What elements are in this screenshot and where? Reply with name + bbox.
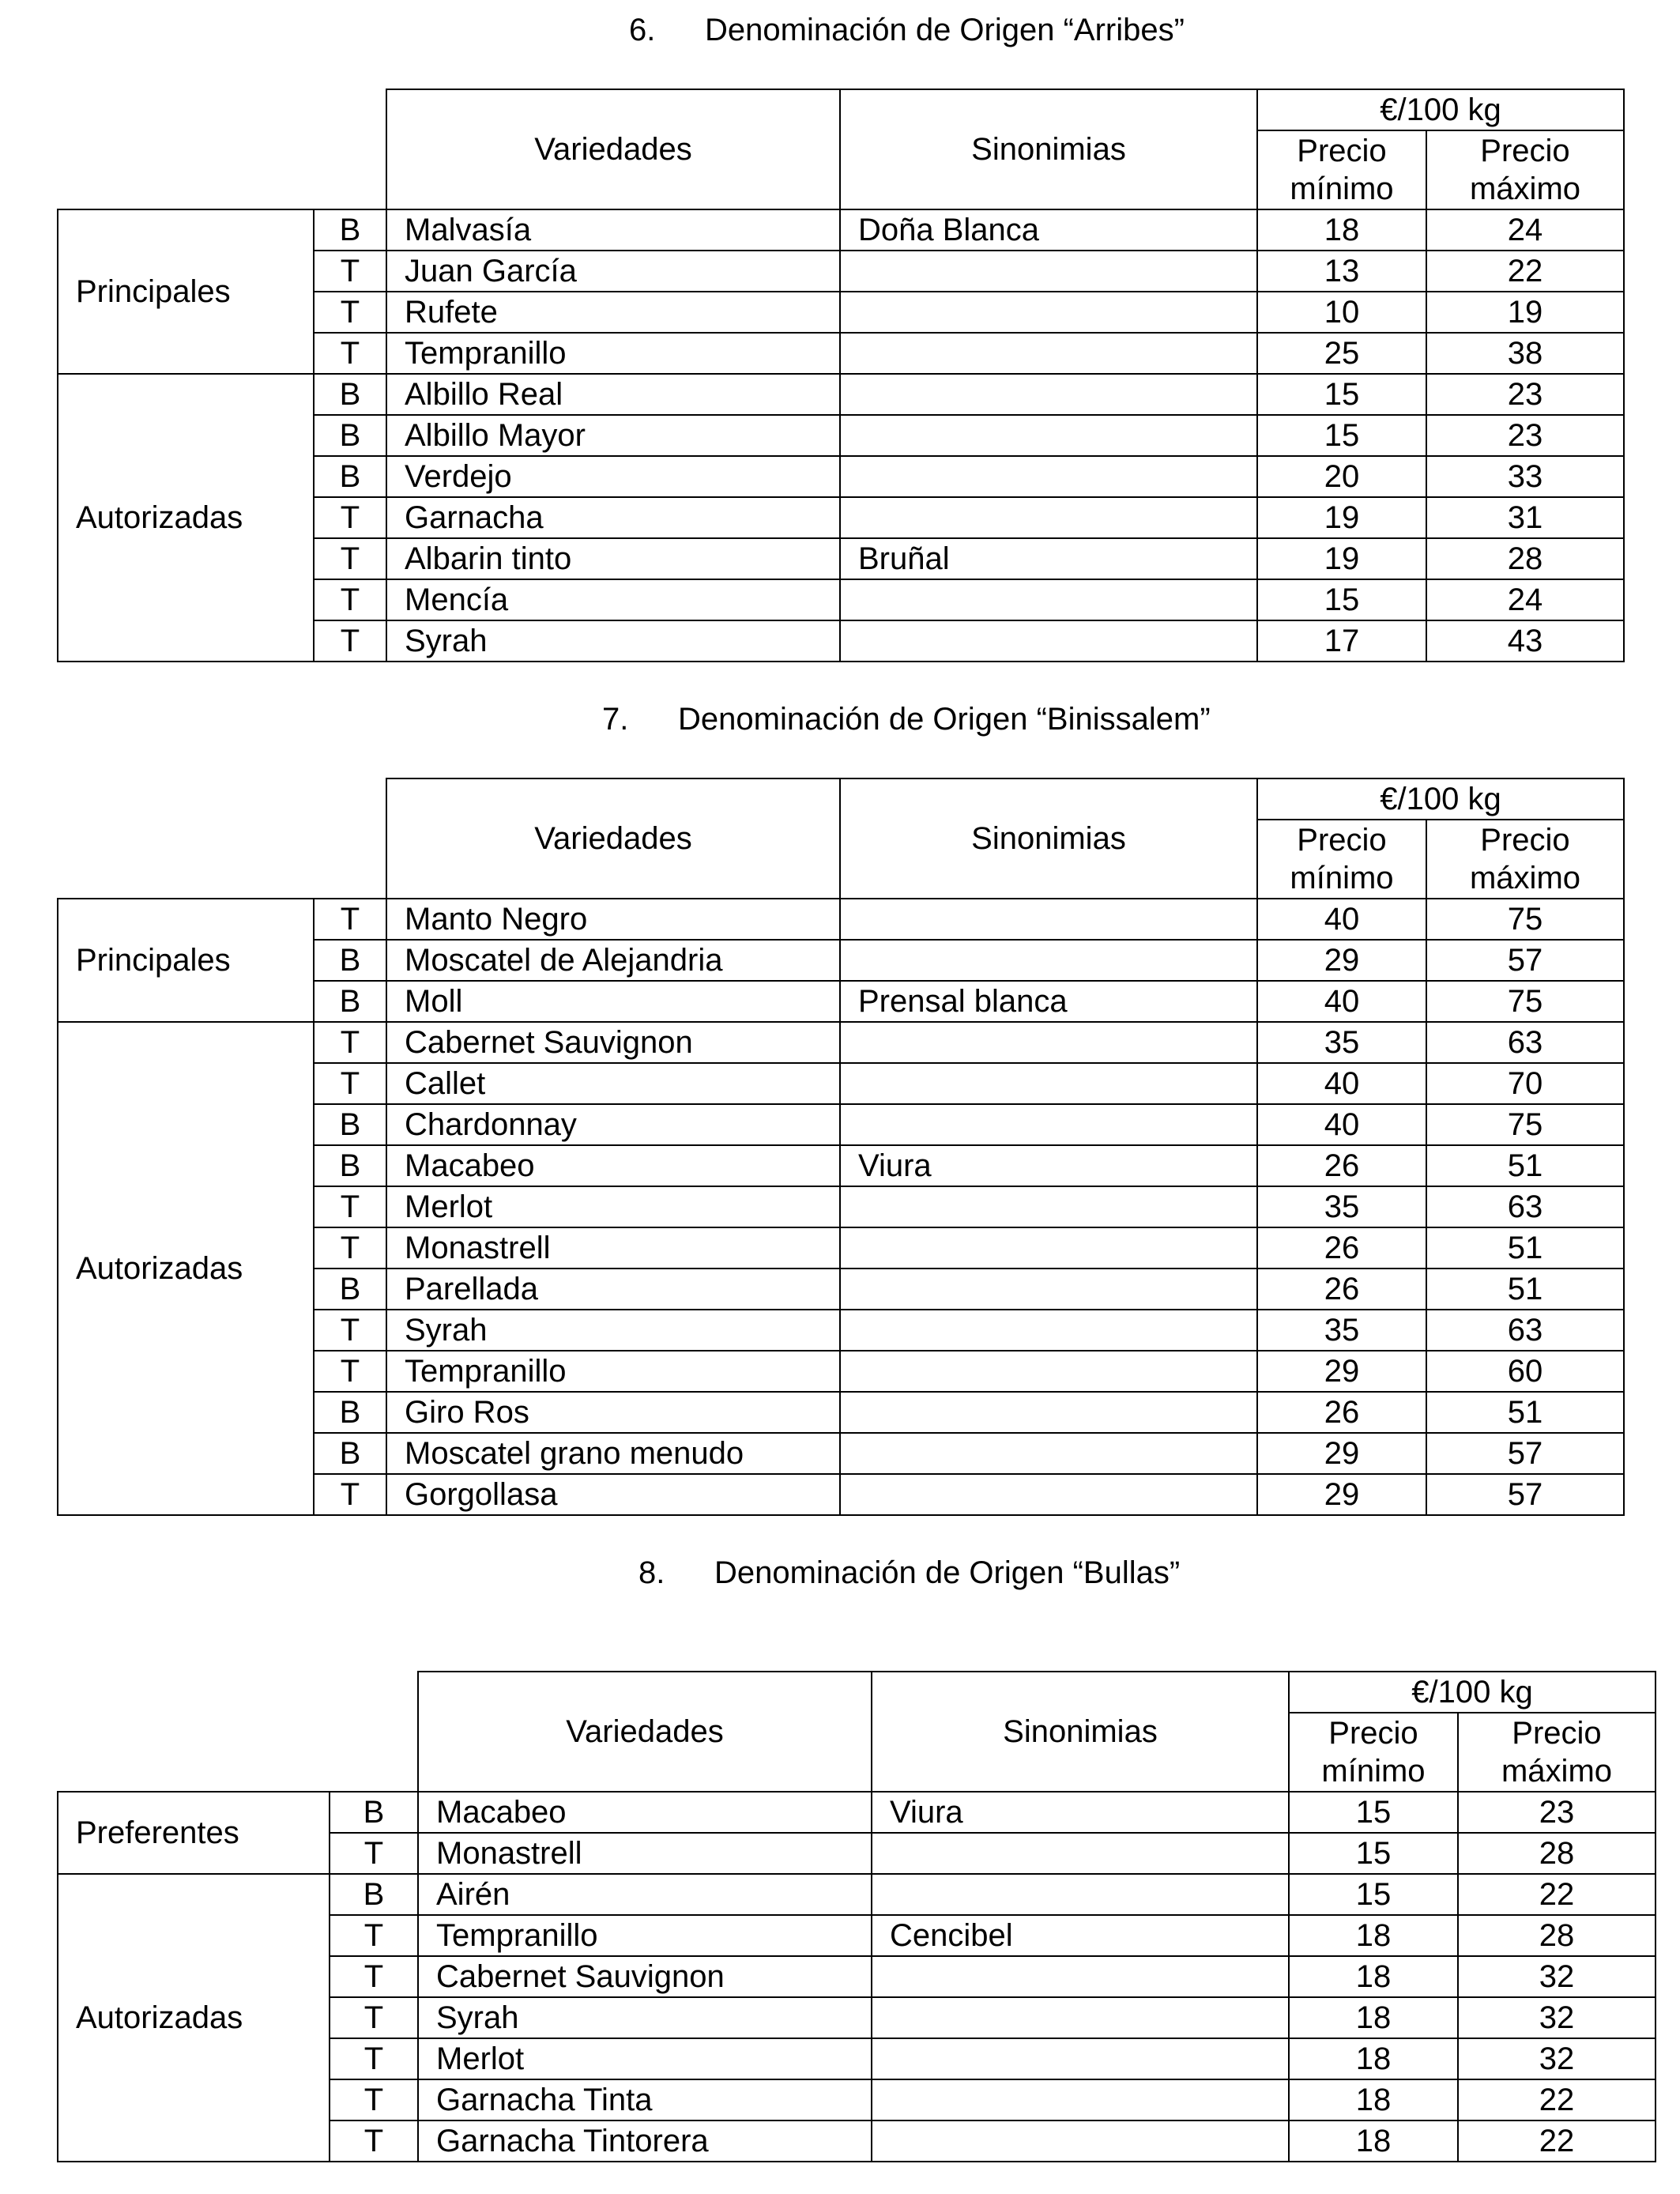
price-min: 20 xyxy=(1257,456,1426,497)
header-blank xyxy=(58,1672,418,1792)
group-label: Principales xyxy=(58,899,314,1022)
price-max: 23 xyxy=(1426,374,1624,415)
variety-name: Tempranillo xyxy=(386,333,840,374)
variety-name: Garnacha xyxy=(386,497,840,538)
color-code: T xyxy=(314,899,386,940)
price-max: 75 xyxy=(1426,1104,1624,1145)
synonym xyxy=(840,899,1257,940)
price-min: 13 xyxy=(1257,251,1426,292)
synonym xyxy=(840,1269,1257,1310)
header-row xyxy=(58,89,1624,130)
synonym xyxy=(840,1474,1257,1515)
price-max: 63 xyxy=(1426,1186,1624,1227)
variety-name: Moscatel de Alejandria xyxy=(386,940,840,981)
price-min: 10 xyxy=(1257,292,1426,333)
section-title xyxy=(0,11,1680,49)
price-max: 19 xyxy=(1426,292,1624,333)
color-code: T xyxy=(314,1351,386,1392)
price-min: 29 xyxy=(1257,1433,1426,1474)
price-min: 18 xyxy=(1289,2120,1458,2162)
synonym xyxy=(872,1833,1289,1874)
price-min: 15 xyxy=(1289,1792,1458,1833)
header-precio-maximo: Precio máximo xyxy=(1426,130,1624,209)
color-code: T xyxy=(314,1474,386,1515)
price-min: 18 xyxy=(1289,1997,1458,2038)
price-min: 19 xyxy=(1257,538,1426,579)
color-code: B xyxy=(314,1269,386,1310)
synonym: Bruñal xyxy=(840,538,1257,579)
price-max: 70 xyxy=(1426,1063,1624,1104)
variety-name: Syrah xyxy=(418,1997,872,2038)
price-max: 63 xyxy=(1426,1022,1624,1063)
synonym xyxy=(840,940,1257,981)
price-min: 29 xyxy=(1257,940,1426,981)
synonym: Prensal blanca xyxy=(840,981,1257,1022)
variety-name: Cabernet Sauvignon xyxy=(386,1022,840,1063)
header-precio-minimo: Precio mínimo xyxy=(1257,130,1426,209)
price-min: 29 xyxy=(1257,1351,1426,1392)
price-min: 17 xyxy=(1257,620,1426,662)
price-max: 28 xyxy=(1426,538,1624,579)
color-code: T xyxy=(314,1227,386,1269)
price-table xyxy=(57,778,1625,1516)
variety-name: Callet xyxy=(386,1063,840,1104)
variety-name: Verdejo xyxy=(386,456,840,497)
synonym: Doña Blanca xyxy=(840,209,1257,251)
color-code: B xyxy=(314,456,386,497)
price-min: 15 xyxy=(1257,579,1426,620)
price-max: 22 xyxy=(1426,251,1624,292)
variety-name: Manto Negro xyxy=(386,899,840,940)
price-min: 18 xyxy=(1289,2038,1458,2079)
synonym xyxy=(840,333,1257,374)
price-max: 75 xyxy=(1426,981,1624,1022)
price-min: 35 xyxy=(1257,1310,1426,1351)
synonym xyxy=(840,497,1257,538)
color-code: T xyxy=(314,538,386,579)
group-label: Principales xyxy=(58,209,314,374)
variety-name: Mencía xyxy=(386,579,840,620)
variety-name: Rufete xyxy=(386,292,840,333)
synonym xyxy=(840,1104,1257,1145)
variety-name: Albillo Real xyxy=(386,374,840,415)
price-min: 18 xyxy=(1289,1956,1458,1997)
synonym xyxy=(840,1227,1257,1269)
price-table xyxy=(57,1671,1656,2162)
price-min: 26 xyxy=(1257,1269,1426,1310)
price-max: 22 xyxy=(1458,2120,1656,2162)
price-max: 24 xyxy=(1426,209,1624,251)
variety-name: Merlot xyxy=(386,1186,840,1227)
color-code: T xyxy=(330,1997,418,2038)
price-max: 60 xyxy=(1426,1351,1624,1392)
price-max: 75 xyxy=(1426,899,1624,940)
synonym xyxy=(872,1874,1289,1915)
price-max: 23 xyxy=(1458,1792,1656,1833)
variety-name: Cabernet Sauvignon xyxy=(418,1956,872,1997)
price-min: 40 xyxy=(1257,1063,1426,1104)
price-max: 33 xyxy=(1426,456,1624,497)
variety-name: Syrah xyxy=(386,620,840,662)
price-max: 31 xyxy=(1426,497,1624,538)
price-min: 35 xyxy=(1257,1022,1426,1063)
price-min: 29 xyxy=(1257,1474,1426,1515)
color-code: T xyxy=(314,292,386,333)
header-unit: €/100 kg xyxy=(1257,778,1624,820)
variety-name: Giro Ros xyxy=(386,1392,840,1433)
price-min: 18 xyxy=(1257,209,1426,251)
variety-name: Merlot xyxy=(418,2038,872,2079)
price-min: 19 xyxy=(1257,497,1426,538)
synonym xyxy=(840,1063,1257,1104)
color-code: B xyxy=(314,1433,386,1474)
variety-name: Albarin tinto xyxy=(386,538,840,579)
synonym xyxy=(840,251,1257,292)
color-code: B xyxy=(314,981,386,1022)
variety-name: Monastrell xyxy=(418,1833,872,1874)
color-code: B xyxy=(314,209,386,251)
synonym xyxy=(840,292,1257,333)
color-code: T xyxy=(314,333,386,374)
price-min: 18 xyxy=(1289,1915,1458,1956)
price-max: 22 xyxy=(1458,1874,1656,1915)
color-code: B xyxy=(314,1145,386,1186)
synonym xyxy=(840,620,1257,662)
synonym xyxy=(872,2079,1289,2120)
section-heading: Denominación de Origen “Bullas” xyxy=(714,1555,1181,1590)
color-code: B xyxy=(314,374,386,415)
section-number: 6. xyxy=(629,13,656,47)
table-row xyxy=(58,899,1624,940)
synonym xyxy=(872,1956,1289,1997)
price-min: 15 xyxy=(1257,415,1426,456)
synonym xyxy=(840,374,1257,415)
price-max: 32 xyxy=(1458,2038,1656,2079)
color-code: T xyxy=(330,1956,418,1997)
group-label: Preferentes xyxy=(58,1792,330,1874)
price-min: 35 xyxy=(1257,1186,1426,1227)
price-max: 32 xyxy=(1458,1997,1656,2038)
price-max: 23 xyxy=(1426,415,1624,456)
section-number: 8. xyxy=(638,1555,665,1590)
price-min: 26 xyxy=(1257,1227,1426,1269)
variety-name: Macabeo xyxy=(386,1145,840,1186)
price-max: 38 xyxy=(1426,333,1624,374)
variety-name: Moscatel grano menudo xyxy=(386,1433,840,1474)
price-max: 51 xyxy=(1426,1145,1624,1186)
group-label: Autorizadas xyxy=(58,1874,330,2162)
section-number: 7. xyxy=(602,702,629,737)
variety-name: Chardonnay xyxy=(386,1104,840,1145)
synonym xyxy=(840,1351,1257,1392)
color-code: B xyxy=(330,1792,418,1833)
synonym xyxy=(840,1310,1257,1351)
color-code: B xyxy=(314,1392,386,1433)
price-max: 28 xyxy=(1458,1915,1656,1956)
price-max: 43 xyxy=(1426,620,1624,662)
header-unit: €/100 kg xyxy=(1289,1672,1656,1713)
header-precio-minimo: Precio mínimo xyxy=(1257,820,1426,899)
synonym xyxy=(872,2120,1289,2162)
color-code: T xyxy=(314,1186,386,1227)
color-code: T xyxy=(330,2038,418,2079)
header-variedades: Variedades xyxy=(386,778,840,899)
variety-name: Monastrell xyxy=(386,1227,840,1269)
color-code: T xyxy=(330,1833,418,1874)
price-max: 51 xyxy=(1426,1392,1624,1433)
price-max: 51 xyxy=(1426,1269,1624,1310)
variety-name: Tempranillo xyxy=(418,1915,872,1956)
header-sinonimias: Sinonimias xyxy=(840,89,1257,209)
price-table xyxy=(57,89,1625,662)
section-title xyxy=(0,1554,1680,1592)
table-row xyxy=(58,374,1624,415)
header-variedades: Variedades xyxy=(386,89,840,209)
variety-name: Macabeo xyxy=(418,1792,872,1833)
header-unit: €/100 kg xyxy=(1257,89,1624,130)
variety-name: Airén xyxy=(418,1874,872,1915)
variety-name: Malvasía xyxy=(386,209,840,251)
header-variedades: Variedades xyxy=(418,1672,872,1792)
header-sinonimias: Sinonimias xyxy=(872,1672,1289,1792)
variety-name: Parellada xyxy=(386,1269,840,1310)
variety-name: Gorgollasa xyxy=(386,1474,840,1515)
synonym xyxy=(840,1186,1257,1227)
synonym xyxy=(840,1022,1257,1063)
price-min: 40 xyxy=(1257,1104,1426,1145)
color-code: T xyxy=(330,2079,418,2120)
synonym xyxy=(872,1997,1289,2038)
synonym: Viura xyxy=(872,1792,1289,1833)
variety-name: Garnacha Tinta xyxy=(418,2079,872,2120)
header-blank xyxy=(58,89,386,209)
header-precio-maximo: Precio máximo xyxy=(1426,820,1624,899)
price-max: 22 xyxy=(1458,2079,1656,2120)
price-max: 32 xyxy=(1458,1956,1656,1997)
header-row xyxy=(58,1672,1656,1713)
header-precio-minimo: Precio mínimo xyxy=(1289,1713,1458,1792)
price-min: 18 xyxy=(1289,2079,1458,2120)
synonym: Viura xyxy=(840,1145,1257,1186)
header-blank xyxy=(58,778,386,899)
section-heading: Denominación de Origen “Arribes” xyxy=(705,13,1185,47)
synonym xyxy=(840,415,1257,456)
section-title xyxy=(0,700,1680,738)
synonym xyxy=(840,456,1257,497)
color-code: B xyxy=(314,940,386,981)
synonym: Cencibel xyxy=(872,1915,1289,1956)
price-max: 51 xyxy=(1426,1227,1624,1269)
variety-name: Moll xyxy=(386,981,840,1022)
color-code: T xyxy=(314,620,386,662)
price-min: 25 xyxy=(1257,333,1426,374)
color-code: B xyxy=(330,1874,418,1915)
section-heading: Denominación de Origen “Binissalem” xyxy=(678,702,1211,737)
synonym xyxy=(840,579,1257,620)
price-min: 15 xyxy=(1289,1833,1458,1874)
synonym xyxy=(872,2038,1289,2079)
price-min: 40 xyxy=(1257,899,1426,940)
header-row xyxy=(58,778,1624,820)
price-max: 57 xyxy=(1426,1474,1624,1515)
table-row xyxy=(58,1792,1656,1833)
price-max: 57 xyxy=(1426,1433,1624,1474)
price-min: 40 xyxy=(1257,981,1426,1022)
color-code: B xyxy=(314,415,386,456)
price-min: 15 xyxy=(1289,1874,1458,1915)
table-row xyxy=(58,1022,1624,1063)
group-label: Autorizadas xyxy=(58,374,314,662)
color-code: T xyxy=(314,251,386,292)
price-min: 26 xyxy=(1257,1145,1426,1186)
group-label: Autorizadas xyxy=(58,1022,314,1515)
variety-name: Tempranillo xyxy=(386,1351,840,1392)
color-code: T xyxy=(314,1022,386,1063)
color-code: T xyxy=(314,579,386,620)
color-code: T xyxy=(314,1063,386,1104)
color-code: T xyxy=(330,1915,418,1956)
header-sinonimias: Sinonimias xyxy=(840,778,1257,899)
color-code: B xyxy=(314,1104,386,1145)
color-code: T xyxy=(314,497,386,538)
table-row xyxy=(58,209,1624,251)
color-code: T xyxy=(314,1310,386,1351)
color-code: T xyxy=(330,2120,418,2162)
price-max: 24 xyxy=(1426,579,1624,620)
synonym xyxy=(840,1392,1257,1433)
synonym xyxy=(840,1433,1257,1474)
variety-name: Syrah xyxy=(386,1310,840,1351)
variety-name: Albillo Mayor xyxy=(386,415,840,456)
price-max: 57 xyxy=(1426,940,1624,981)
price-min: 26 xyxy=(1257,1392,1426,1433)
table-row xyxy=(58,1874,1656,1915)
header-precio-maximo: Precio máximo xyxy=(1458,1713,1656,1792)
price-max: 63 xyxy=(1426,1310,1624,1351)
variety-name: Garnacha Tintorera xyxy=(418,2120,872,2162)
variety-name: Juan García xyxy=(386,251,840,292)
price-max: 28 xyxy=(1458,1833,1656,1874)
price-min: 15 xyxy=(1257,374,1426,415)
